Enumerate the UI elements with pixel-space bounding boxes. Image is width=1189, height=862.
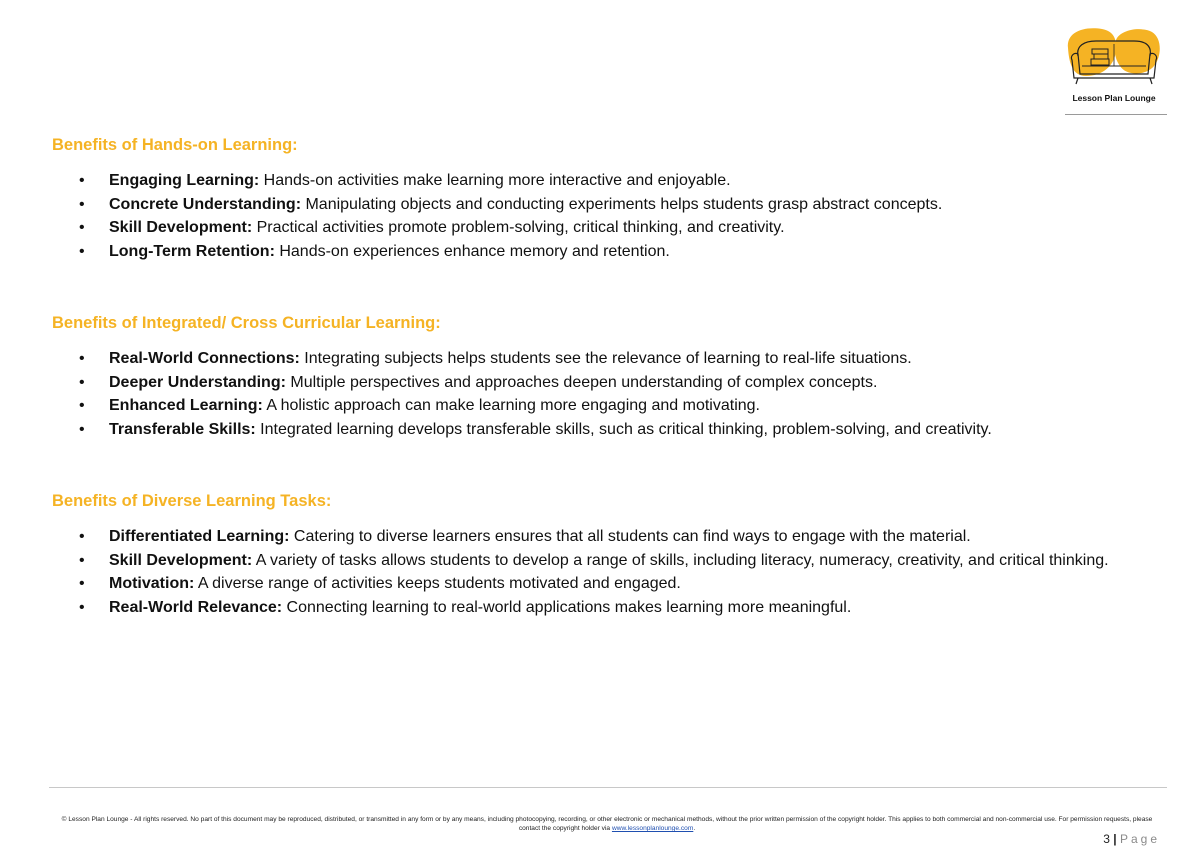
bullet-icon: • xyxy=(79,195,85,213)
section-heading: Benefits of Diverse Learning Tasks: xyxy=(52,492,332,510)
list-item xyxy=(52,371,1139,395)
list-item xyxy=(52,169,1139,193)
item-term: Long-Term Retention: xyxy=(109,242,275,260)
list-item xyxy=(52,240,1139,264)
item-text: A variety of tasks allows students to develop a range of skills, including literacy, numeracy, creativity, and critical thinking. xyxy=(252,551,1109,569)
item-text: Multiple perspectives and approaches deepen understanding of complex concepts. xyxy=(285,373,878,391)
item-text: Hands-on activities make learning more interactive and enjoyable. xyxy=(259,172,731,189)
bullet-icon: • xyxy=(79,242,85,260)
sofa-logo-icon xyxy=(1062,26,1166,92)
item-term: Skill Development: xyxy=(109,219,253,236)
section-hands-on xyxy=(52,135,1162,263)
section-heading: Benefits of Integrated/ Cross Curricular Learning: xyxy=(52,314,441,332)
item-text: Connecting learning to real-world applications makes learning more meaningful. xyxy=(282,598,852,616)
item-term: Concrete Understanding: xyxy=(109,195,302,213)
bullet-icon: • xyxy=(79,528,85,545)
bullet-icon: • xyxy=(79,397,85,414)
benefits-list xyxy=(52,169,1162,263)
item-term: Engaging Learning: xyxy=(109,172,260,189)
list-item xyxy=(52,394,1139,418)
page-pipe: | xyxy=(1113,832,1117,846)
list-item xyxy=(52,596,1139,620)
bullet-icon: • xyxy=(79,420,85,438)
bullet-icon: • xyxy=(79,172,85,189)
logo xyxy=(1062,26,1166,106)
item-text: A diverse range of activities keeps students motivated and engaged. xyxy=(194,575,681,592)
page-word: Page xyxy=(1119,832,1160,846)
list-item xyxy=(52,216,1139,240)
footer-divider xyxy=(49,787,1167,788)
item-text: Hands-on experiences enhance memory and retention. xyxy=(274,242,670,260)
item-term: Deeper Understanding: xyxy=(109,373,286,391)
item-text: A holistic approach can make learning more engaging and motivating. xyxy=(262,397,760,414)
item-term: Enhanced Learning: xyxy=(109,397,263,414)
item-text: Practical activities promote problem-solving, critical thinking, and creativity. xyxy=(252,219,785,236)
bullet-icon: • xyxy=(79,575,85,592)
list-item xyxy=(52,193,1139,217)
item-term: Differentiated Learning: xyxy=(109,528,290,545)
benefits-list xyxy=(52,347,1162,441)
website-link[interactable]: www.lessonplanlounge.com xyxy=(611,825,694,832)
page-number-value: 3 xyxy=(1103,832,1110,846)
copyright-text: © Lesson Plan Lounge - All rights reserved. No part of this document may be reproduced, distributed, or transmitted in any form or by any means, including photocopying, recording, or other electronic or mechanical methods, without the prior written permission of the copyright holder. This applies to both commercial and non-commercial use. For permission requests, please contact the copyright holder via xyxy=(61,816,1153,832)
item-text: Integrated learning develops transferable skills, such as critical thinking, problem-solving, and creativity. xyxy=(255,420,992,438)
item-term: Real-World Relevance: xyxy=(109,598,283,616)
list-item xyxy=(52,418,1139,442)
page-number xyxy=(1060,832,1160,846)
list-item xyxy=(52,525,1139,549)
list-item xyxy=(52,572,1139,596)
section-diverse xyxy=(52,491,1162,619)
item-text: Manipulating objects and conducting experiments helps students grasp abstract concepts. xyxy=(301,195,943,213)
bullet-icon: • xyxy=(79,219,85,236)
bullet-icon: • xyxy=(79,598,85,616)
benefits-list xyxy=(52,525,1162,619)
item-text: Integrating subjects helps students see the relevance of learning to real-life situations. xyxy=(299,350,912,367)
logo-text: Lesson Plan Lounge xyxy=(1072,93,1156,103)
bullet-icon: • xyxy=(79,551,85,569)
logo-divider xyxy=(1065,114,1167,115)
item-term: Real-World Connections: xyxy=(109,350,300,367)
bullet-icon: • xyxy=(79,350,85,367)
list-item xyxy=(52,347,1139,371)
item-term: Transferable Skills: xyxy=(109,420,256,438)
item-text: Catering to diverse learners ensures that all students can find ways to engage with the material. xyxy=(289,528,971,545)
item-term: Skill Development: xyxy=(109,551,253,569)
list-item xyxy=(52,549,1139,573)
section-heading: Benefits of Hands-on Learning: xyxy=(52,136,298,154)
section-integrated xyxy=(52,313,1162,441)
copyright-suffix: . xyxy=(693,825,696,832)
bullet-icon: • xyxy=(79,373,85,391)
copyright-notice xyxy=(52,815,1162,833)
item-term: Motivation: xyxy=(109,575,195,592)
